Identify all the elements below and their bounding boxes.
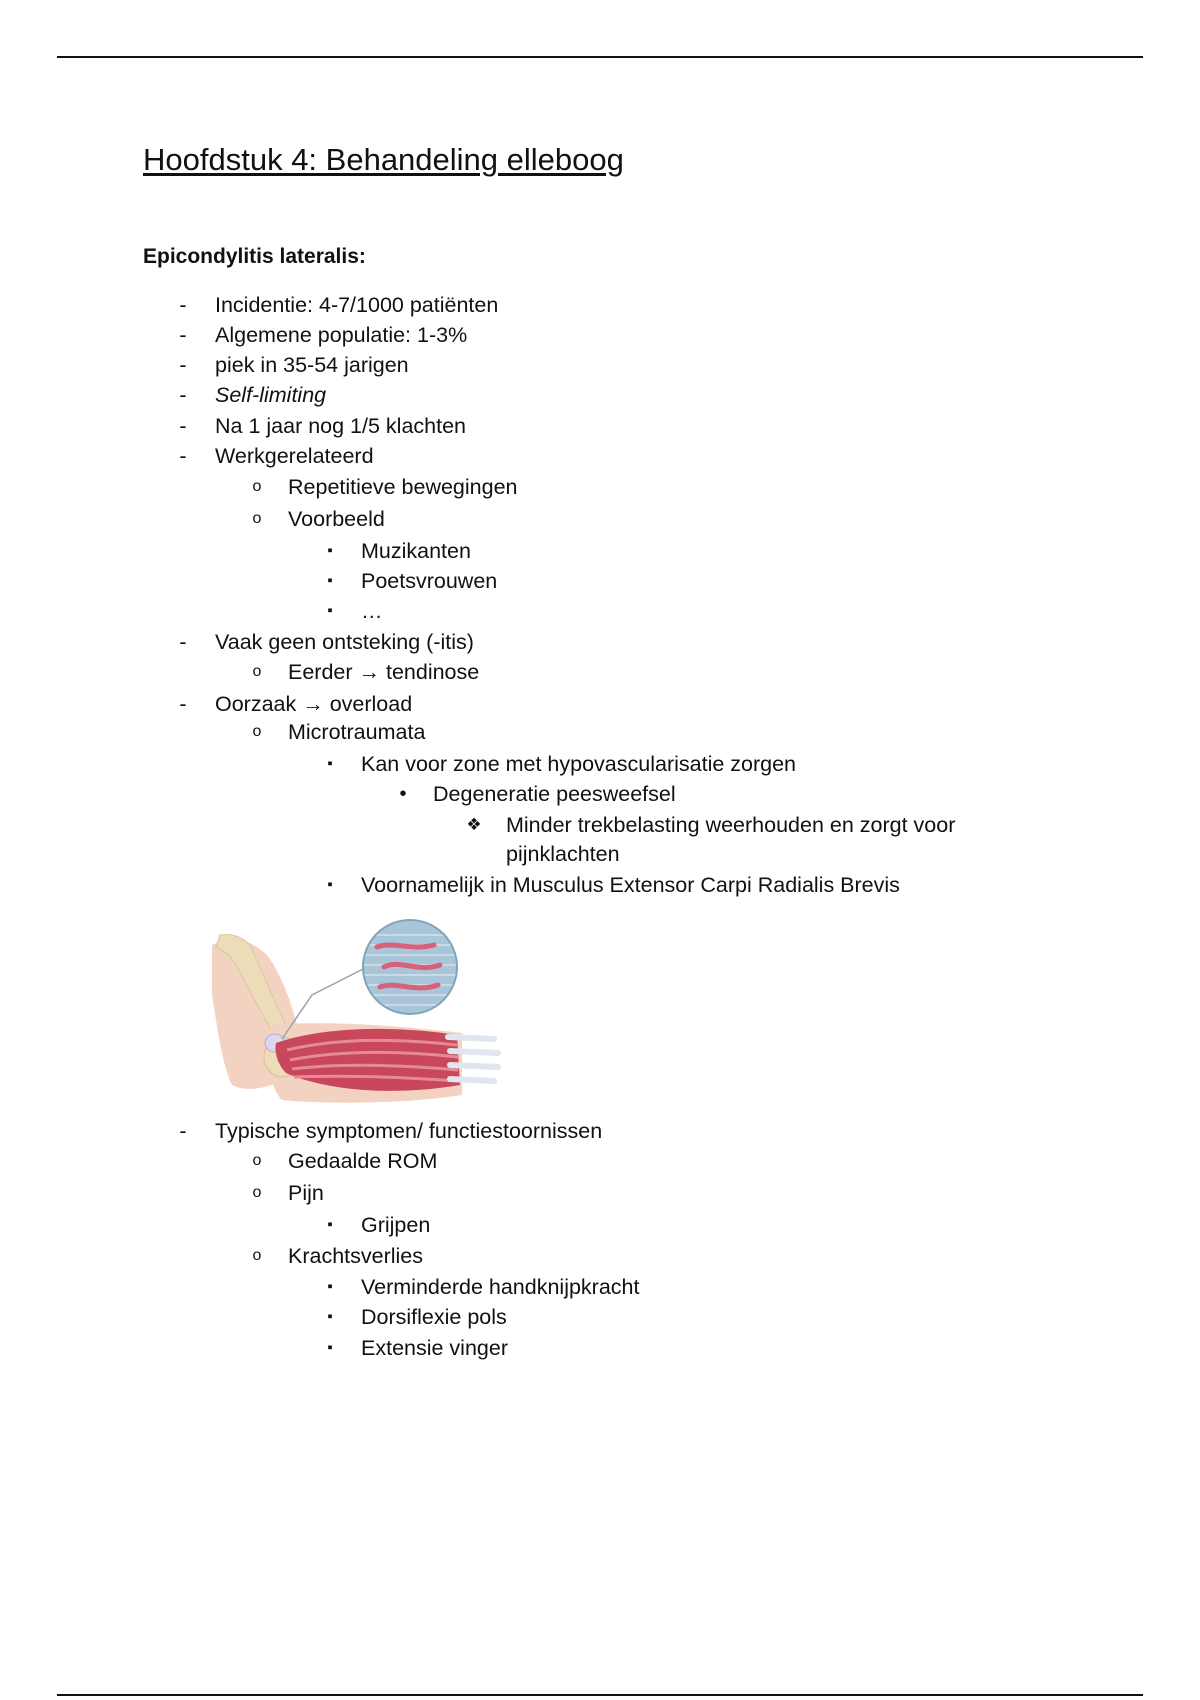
list-item [252, 718, 426, 746]
list-item-text: Self-limiting [215, 383, 327, 407]
list-item-text: Verminderde handknijpkracht [361, 1275, 640, 1299]
circle-marker: o [252, 478, 262, 495]
list-item [252, 658, 480, 686]
list-item-text: Microtraumata [288, 720, 426, 744]
list-item [252, 1179, 324, 1207]
dash-marker: - [179, 692, 187, 716]
square-marker: ▪ [327, 1339, 333, 1356]
list-item-text: piek in 35-54 jarigen [215, 353, 409, 377]
circle-marker: o [252, 1152, 262, 1169]
list-item [252, 1242, 424, 1270]
dash-marker: - [179, 323, 187, 347]
list-item-text: Krachtsverlies [288, 1244, 424, 1268]
list-item [327, 750, 797, 778]
list-item-text: … [361, 599, 383, 623]
list-item-text: Typische symptomen/ functiestoornissen [215, 1119, 603, 1143]
circle-marker: o [252, 1247, 262, 1264]
list-item-text: Gedaalde ROM [288, 1149, 438, 1173]
list-item-text: Kan voor zone met hypovascularisatie zorgen [361, 752, 797, 776]
list-item-text: Werkgerelateerd [215, 444, 374, 468]
list-item [252, 505, 385, 533]
header-rule [57, 56, 1143, 58]
elbow-anatomy-illustration [212, 915, 502, 1105]
list-item-text: Repetitieve bewegingen [288, 475, 518, 499]
list-item-text: Extensie vinger [361, 1336, 508, 1360]
list-item-text: Poetsvrouwen [361, 569, 498, 593]
list-item-continuation [506, 840, 620, 868]
diamond-marker: ❖ [466, 815, 482, 834]
square-marker: ▪ [327, 602, 333, 619]
list-item [179, 1117, 603, 1145]
dash-marker: - [179, 293, 187, 317]
footer-rule [57, 1694, 1143, 1696]
square-marker: ▪ [327, 876, 333, 893]
list-item [327, 1303, 507, 1331]
list-item-text: Algemene populatie: 1-3% [215, 323, 468, 347]
circle-marker: o [252, 663, 262, 680]
list-item-text: pijnklachten [506, 842, 620, 866]
square-marker: ▪ [327, 572, 333, 589]
list-item [327, 537, 471, 565]
list-item-text: Voornamelijk in Musculus Extensor Carpi Radialis Brevis [361, 873, 900, 897]
list-item [327, 597, 383, 625]
list-item [327, 1211, 431, 1239]
circle-marker: o [252, 723, 262, 740]
list-item [327, 1334, 508, 1362]
circle-marker: o [252, 1184, 262, 1201]
list-item-text: Pijn [288, 1181, 324, 1205]
list-item [252, 1147, 438, 1175]
dash-marker: - [179, 383, 187, 407]
square-marker: ▪ [327, 755, 333, 772]
dash-marker: - [179, 1119, 187, 1143]
square-marker: ▪ [327, 1308, 333, 1325]
list-item [179, 628, 474, 656]
list-item [179, 442, 374, 470]
list-item-text: Oorzaak → overload [215, 692, 413, 716]
list-item-text: Degeneratie peesweefsel [433, 782, 676, 806]
list-item-text: Minder trekbelasting weerhouden en zorgt voor [506, 813, 956, 837]
list-item-text: Na 1 jaar nog 1/5 klachten [215, 414, 466, 438]
circle-marker: o [252, 510, 262, 527]
list-item [399, 780, 676, 808]
list-item-text: Incidentie: 4-7/1000 patiënten [215, 293, 499, 317]
page-title: Hoofdstuk 4: Behandeling elleboog [143, 142, 624, 177]
square-marker: ▪ [327, 1216, 333, 1233]
square-marker: ▪ [327, 542, 333, 559]
dash-marker: - [179, 353, 187, 377]
list-item [466, 811, 956, 839]
list-item [327, 1273, 640, 1301]
dash-marker: - [179, 444, 187, 468]
list-item [327, 567, 498, 595]
list-item [179, 291, 499, 319]
section-heading: Epicondylitis lateralis: [143, 245, 366, 268]
list-item [327, 871, 900, 899]
list-item [179, 381, 327, 409]
list-item [179, 321, 468, 349]
list-item-text: Vaak geen ontsteking (-itis) [215, 630, 474, 654]
list-item [179, 412, 466, 440]
list-item-text: Grijpen [361, 1213, 431, 1237]
dash-marker: - [179, 414, 187, 438]
bullet-marker: • [399, 783, 407, 805]
list-item-text: Eerder → tendinose [288, 660, 480, 684]
dash-marker: - [179, 630, 187, 654]
square-marker: ▪ [327, 1278, 333, 1295]
list-item-text: Dorsiflexie pols [361, 1305, 507, 1329]
list-item [252, 473, 518, 501]
list-item [179, 351, 409, 379]
list-item-text: Voorbeeld [288, 507, 385, 531]
list-item-text: Muzikanten [361, 539, 471, 563]
list-item [179, 690, 413, 718]
